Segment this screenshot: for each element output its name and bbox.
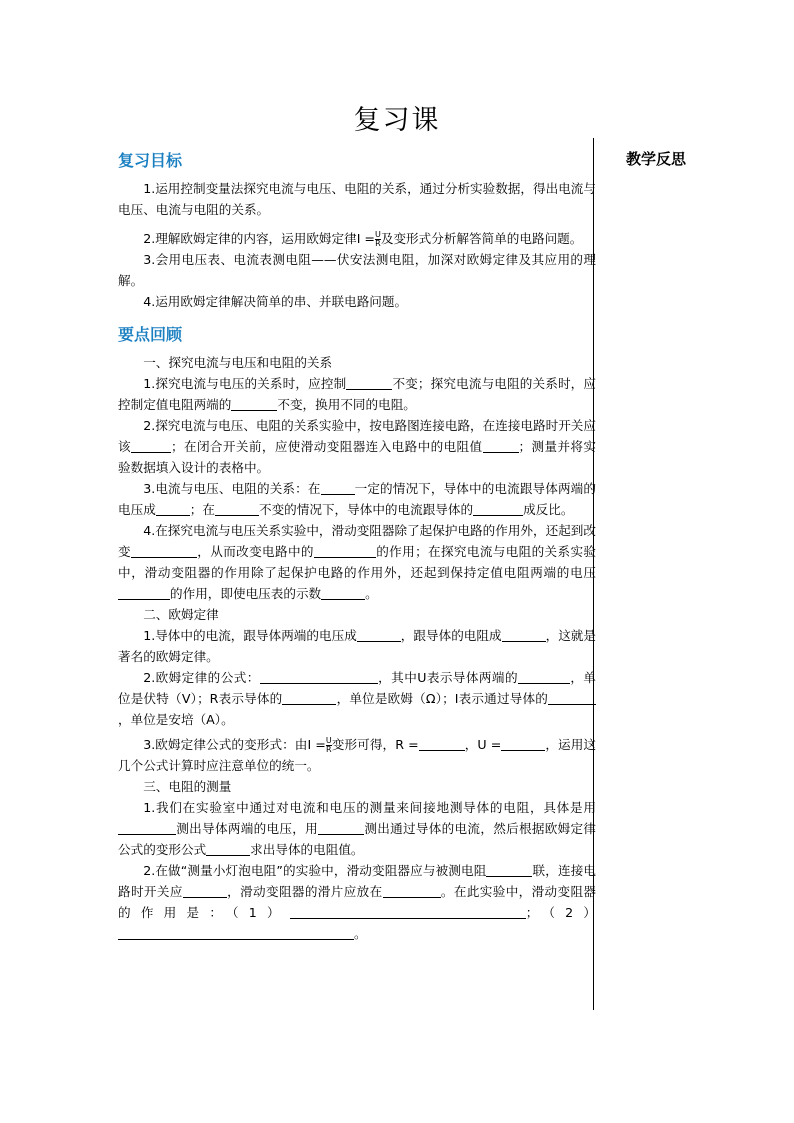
item-3-1: 1.我们在实验室中通过对电流和电压的测量来间接地测导体的电阻，具体是用测出导体两端的电压，用 测出通过导体的电流，然后根据欧姆定律公式的变形公式 求出导体的电阻值。 — [118, 800, 597, 857]
goal-3: 3.会用电压表、电流表测电阻——伏安法测电阻，加深对欧姆定律及其应用的理解。 — [118, 252, 596, 288]
item-2-1: 1.导体中的电流，跟导体两端的电压成 ，跟导体的电阻成 ，这就是著名的欧姆定律。 — [118, 628, 596, 664]
item-2-2: 2.欧姆定律的公式： ，其中U表示导体两端的 ，单位是伏特（V）；R表示导体的 ，单位是欧姆（Ω）；I表示通过导体的，单位是安培（A）。 — [118, 670, 596, 727]
goal-4: 4.运用欧姆定律解决简单的串、并联电路问题。 — [143, 294, 408, 309]
item-1-3: 3.电流与电压、电阻的关系：在 一定的情况下，导体中的电流跟导体两端的电压成 ；在 不变的情况下，导体中的电流跟导体的 成反比。 — [118, 481, 596, 517]
goals-heading: 复习目标 — [118, 151, 183, 170]
page-title: 复习课 — [353, 105, 441, 136]
section-3-title: 三、电阻的测量 — [143, 779, 232, 794]
fraction-u-over-r: $\frac{U}{R}$ — [374, 230, 381, 248]
main-content — [118, 146, 596, 944]
review-heading: 要点回顾 — [118, 325, 183, 344]
item-1-2: 2.探究电流与电压、电阻的关系实验中，按电路图连接电路，在连接电路时开关应该 ；在闭合开关前，应使滑动变阻器连入电路中的电阻值 ；测量并将实验数据填入设计的表格中。 — [118, 418, 597, 475]
fraction-u-over-r: $\frac{U}{R}$ — [325, 736, 332, 754]
item-3-2: 2.在做“测量小灯泡电阻”的实验中，滑动变阻器应与被测电阻 联，连接电路时开关应 ，滑动变阻器的滑片应放在 。在此实验中，滑动变阻器的作用是：（1） ；（2）。 — [118, 863, 597, 941]
item-1-1: 1.探究电流与电压的关系时，应控制 不变；探究电流与电阻的关系时，应控制定值电阻两端的 不变，换用不同的电阻。 — [118, 376, 596, 412]
goal-1: 1.运用控制变量法探究电流与电压、电阻的关系，通过分析实验数据，得出电流与电压、电流与电阻的关系。 — [118, 181, 596, 217]
goal-2: 2.理解欧姆定律的内容，运用欧姆定律I = $\frac{U}{R}$ 及变形式分析解答简单的电路问题。 — [143, 230, 583, 248]
item-2-3: 3.欧姆定律公式的变形式：由I = $\frac{U}{R}$ 变形可得，R = ，U = ，运用这几个公式计算时应注意单位的统一。 — [118, 736, 596, 773]
section-2-title: 二、欧姆定律 — [143, 607, 219, 622]
reflection-label: 教学反思 — [626, 150, 687, 168]
section-1-title: 一、探究电流与电压和电阻的关系 — [143, 355, 333, 370]
item-1-4: 4.在探究电流与电压关系实验中，滑动变阻器除了起保护电路的作用外，还起到改变 ，从而改变电路中的 的作用；在探究电流与电阻的关系实验中，滑动变阻器的作用除了起保护电路的作用外，还起到保持定值电阻两端的电压的作用，即使电压表的示数 。 — [118, 523, 597, 601]
